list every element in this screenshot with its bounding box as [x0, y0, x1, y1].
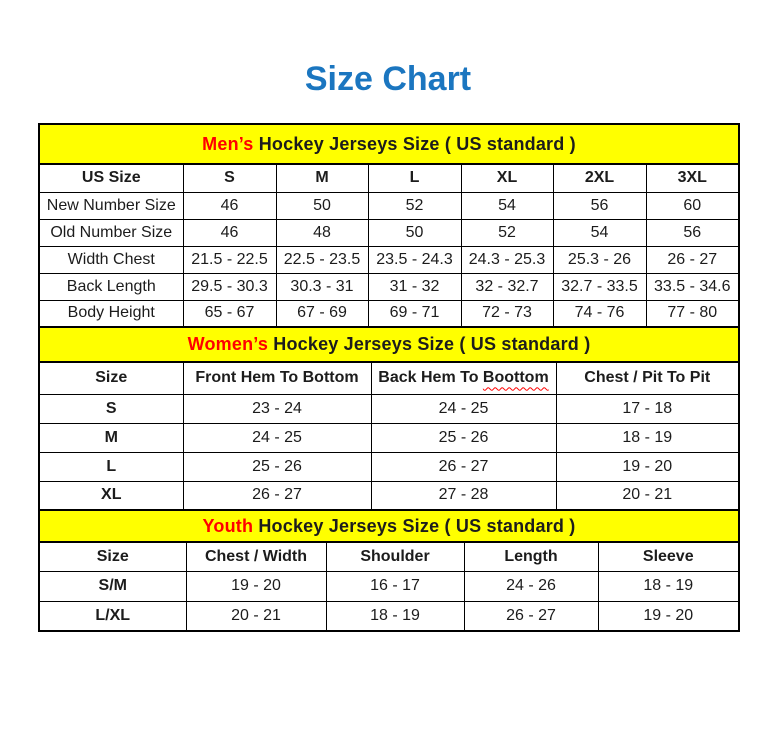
table-cell: 16 - 17 [326, 571, 464, 601]
youth-size-table [38, 509, 740, 632]
table-cell: 18 - 19 [598, 571, 739, 601]
table-cell: 18 - 19 [326, 601, 464, 631]
womens-banner-highlight: Women’s [187, 334, 269, 354]
womens-header-back-hem-text: Back Hem To [378, 369, 483, 387]
table-cell: 67 - 69 [276, 300, 368, 327]
row-label: Width Chest [39, 246, 183, 273]
table-cell: 46 [183, 192, 276, 219]
womens-header-row [39, 362, 739, 394]
table-cell: 54 [553, 219, 646, 246]
table-cell: 72 - 73 [461, 300, 553, 327]
mens-header-xl: XL [461, 164, 553, 192]
table-cell: 25 - 26 [183, 452, 371, 481]
table-cell: 23.5 - 24.3 [368, 246, 461, 273]
table-cell: 19 - 20 [186, 571, 326, 601]
table-cell: 50 [276, 192, 368, 219]
table-cell: 50 [368, 219, 461, 246]
womens-banner-row [39, 327, 739, 362]
mens-header-l: L [368, 164, 461, 192]
table-row [39, 601, 739, 631]
mens-banner [39, 124, 739, 164]
table-cell: 65 - 67 [183, 300, 276, 327]
table-cell: 21.5 - 22.5 [183, 246, 276, 273]
table-cell: 56 [553, 192, 646, 219]
youth-banner-row [39, 510, 739, 542]
row-label: New Number Size [39, 192, 183, 219]
mens-header-us-size: US Size [39, 164, 183, 192]
mens-header-row [39, 164, 739, 192]
row-label: Body Height [39, 300, 183, 327]
table-cell: 24 - 25 [183, 423, 371, 452]
table-cell: 26 - 27 [183, 481, 371, 510]
table-cell: 60 [646, 192, 739, 219]
table-cell: 23 - 24 [183, 394, 371, 423]
table-cell: 24.3 - 25.3 [461, 246, 553, 273]
table-row [39, 300, 739, 327]
table-cell: 27 - 28 [371, 481, 556, 510]
table-cell: 54 [461, 192, 553, 219]
row-label: Old Number Size [39, 219, 183, 246]
mens-header-2xl: 2XL [553, 164, 646, 192]
table-cell: 33.5 - 34.6 [646, 273, 739, 300]
table-row [39, 246, 739, 273]
mens-header-m: M [276, 164, 368, 192]
mens-size-table [38, 123, 740, 328]
womens-header-size: Size [39, 362, 183, 394]
womens-banner [39, 327, 739, 362]
womens-header-back-hem [371, 362, 556, 394]
table-cell: 17 - 18 [556, 394, 739, 423]
table-cell: 69 - 71 [368, 300, 461, 327]
row-label: S [39, 394, 183, 423]
table-cell: 24 - 26 [464, 571, 598, 601]
youth-header-shoulder: Shoulder [326, 542, 464, 571]
youth-header-row [39, 542, 739, 571]
table-cell: 46 [183, 219, 276, 246]
table-cell: 77 - 80 [646, 300, 739, 327]
table-cell: 31 - 32 [368, 273, 461, 300]
table-cell: 25 - 26 [371, 423, 556, 452]
table-cell: 26 - 27 [464, 601, 598, 631]
table-row [39, 219, 739, 246]
mens-header-3xl: 3XL [646, 164, 739, 192]
youth-header-chest-width: Chest / Width [186, 542, 326, 571]
table-row [39, 481, 739, 510]
size-chart-page [0, 60, 776, 752]
youth-header-sleeve: Sleeve [598, 542, 739, 571]
size-chart [38, 123, 738, 632]
page-title: Size Chart [304, 60, 472, 98]
womens-size-table [38, 326, 740, 511]
table-row [39, 571, 739, 601]
womens-header-back-hem-misspelled-word: Boottom [482, 369, 549, 387]
table-row [39, 452, 739, 481]
table-cell: 32.7 - 33.5 [553, 273, 646, 300]
mens-header-s: S [183, 164, 276, 192]
table-cell: 20 - 21 [186, 601, 326, 631]
youth-banner-highlight: Youth [202, 515, 254, 536]
row-label: Back Length [39, 273, 183, 300]
table-cell: 48 [276, 219, 368, 246]
table-cell: 30.3 - 31 [276, 273, 368, 300]
table-cell: 20 - 21 [556, 481, 739, 510]
table-cell: 22.5 - 23.5 [276, 246, 368, 273]
mens-banner-highlight: Men’s [202, 133, 254, 154]
row-label: L [39, 452, 183, 481]
womens-banner-text: Hockey Jerseys Size ( US standard ) [268, 334, 591, 354]
table-row [39, 192, 739, 219]
table-cell: 52 [368, 192, 461, 219]
table-cell: 26 - 27 [371, 452, 556, 481]
table-cell: 26 - 27 [646, 246, 739, 273]
table-row [39, 394, 739, 423]
mens-banner-row [39, 124, 739, 164]
table-cell: 18 - 19 [556, 423, 739, 452]
youth-header-length: Length [464, 542, 598, 571]
row-label: XL [39, 481, 183, 510]
youth-banner-text: Hockey Jerseys Size ( US standard ) [253, 515, 576, 536]
table-cell: 25.3 - 26 [553, 246, 646, 273]
row-label: L/XL [39, 601, 186, 631]
mens-banner-text: Hockey Jerseys Size ( US standard ) [253, 133, 576, 154]
table-row [39, 423, 739, 452]
table-cell: 56 [646, 219, 739, 246]
table-cell: 19 - 20 [598, 601, 739, 631]
row-label: M [39, 423, 183, 452]
youth-banner [39, 510, 739, 542]
table-cell: 29.5 - 30.3 [183, 273, 276, 300]
table-cell: 74 - 76 [553, 300, 646, 327]
table-row [39, 273, 739, 300]
womens-header-front-hem: Front Hem To Bottom [183, 362, 371, 394]
table-cell: 19 - 20 [556, 452, 739, 481]
table-cell: 52 [461, 219, 553, 246]
table-cell: 32 - 32.7 [461, 273, 553, 300]
row-label: S/M [39, 571, 186, 601]
womens-header-chest: Chest / Pit To Pit [556, 362, 739, 394]
youth-header-size: Size [39, 542, 186, 571]
table-cell: 24 - 25 [371, 394, 556, 423]
